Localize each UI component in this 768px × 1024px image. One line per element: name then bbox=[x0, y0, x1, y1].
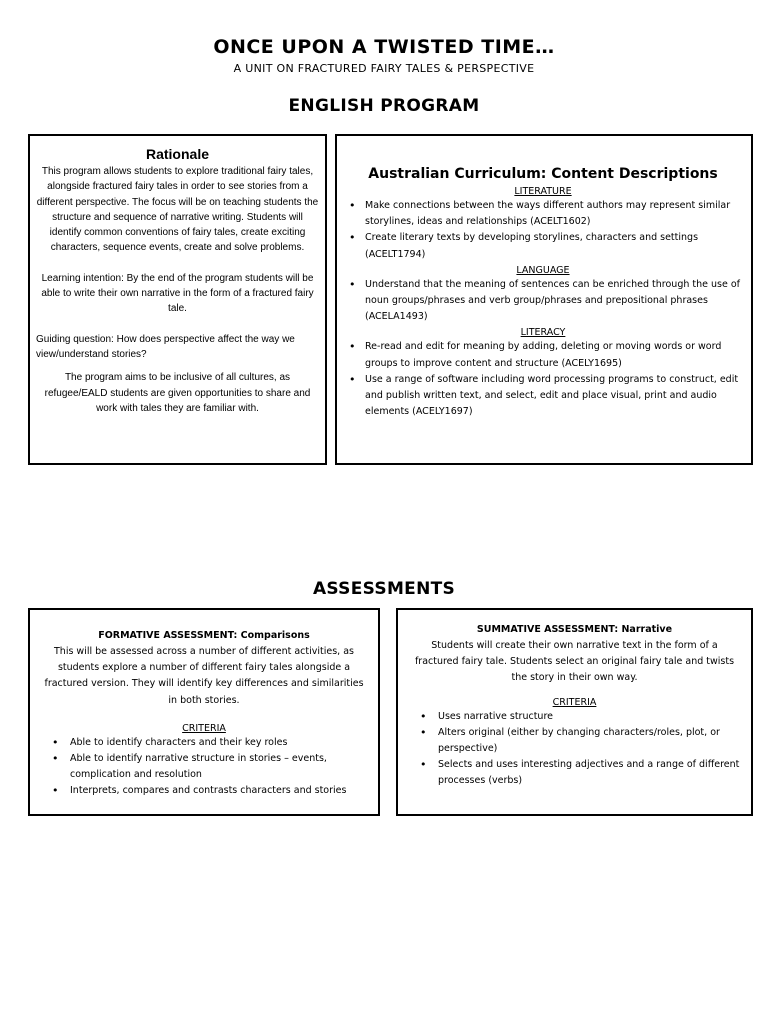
literacy-label: LITERACY bbox=[520, 327, 566, 339]
list-item: • Interprets, compares and contrasts characters and stories bbox=[40, 783, 368, 799]
learning-intention: Learning intention: By the end of the program students will be able to write their own narrative in the form of a fractured fairy tale. bbox=[41, 272, 314, 315]
summative-description: Students will create their own narrative text in the form of a fractured fairy tale. Students select an original fairy tale and twists the story in their own way. bbox=[414, 640, 735, 684]
curriculum-box bbox=[335, 134, 753, 465]
summative-criteria-label: CRITERIA bbox=[552, 696, 597, 708]
page-title: ONCE UPON A TWISTED TIME… bbox=[213, 36, 555, 58]
list-item: • Create literary texts by developing storylines, characters and settings (ACELT1794) bbox=[345, 230, 741, 262]
formative-heading: FORMATIVE ASSESSMENT: Comparisons bbox=[98, 630, 310, 641]
list-item: • Use a range of software including word processing programs to construct, edit and publish written text, and select, edit and place visual, print and audio elements (ACELY1697) bbox=[345, 372, 741, 421]
rationale-box bbox=[28, 134, 327, 465]
literature-label: LITERATURE bbox=[514, 186, 572, 197]
assessments-heading: ASSESSMENTS bbox=[312, 579, 456, 599]
list-item: • Able to identify characters and their key roles bbox=[40, 735, 368, 751]
formative-description: This will be assessed across a number of different activities, as students explore a number of different fairy tales alongside a fractured version. They will identify key differences and similarities in both stories. bbox=[44, 646, 364, 706]
formative-assessment-box bbox=[28, 608, 380, 816]
list-item: • Re-read and edit for meaning by adding, deleting or moving words or word groups to improve content and structure (ACELY1695) bbox=[345, 339, 741, 371]
list-item: • Alters original (either by changing characters/roles, plot, or perspective) bbox=[408, 725, 741, 757]
program-heading: ENGLISH PROGRAM bbox=[288, 96, 480, 116]
page-subtitle: A UNIT ON FRACTURED FAIRY TALES & PERSPECTIVE bbox=[233, 62, 535, 75]
literacy-list bbox=[345, 339, 741, 420]
rationale-paragraph: This program allows students to explore traditional fairy tales, alongside fractured fairy tales in order to see stories from a different perspective. The focus will be on teaching students the structure and sequence of narrative writing. Students will identify common conventions of fairy tales, create exciting characters, sequence events, create and solve problems. bbox=[36, 166, 319, 254]
list-item: • Make connections between the ways different authors may represent similar storylines, ideas and relationships (ACELT1602) bbox=[345, 198, 741, 230]
formative-criteria-list bbox=[40, 735, 368, 800]
language-label: LANGUAGE bbox=[516, 264, 570, 276]
inclusion-statement: The program aims to be inclusive of all cultures, as refugee/EALD students are given opportunities to share and work with tales they are familiar with. bbox=[44, 372, 311, 414]
list-item: • Uses narrative structure bbox=[408, 709, 741, 725]
rationale-title: Rationale bbox=[145, 146, 209, 162]
list-item: • Understand that the meaning of sentences can be enriched through the use of noun groups/phrases and verb group/phrases and prepositional phrases (ACELA1493) bbox=[345, 277, 741, 326]
list-item: • Selects and uses interesting adjectives and a range of different processes (verbs) bbox=[408, 757, 741, 789]
summative-assessment-box bbox=[396, 608, 753, 816]
summative-criteria-list bbox=[408, 709, 741, 790]
language-list bbox=[345, 277, 741, 326]
list-item: • Able to identify narrative structure in stories – events, complication and resolution bbox=[40, 751, 368, 783]
summative-heading: SUMMATIVE ASSESSMENT: Narrative bbox=[476, 624, 673, 635]
literature-list bbox=[345, 198, 741, 263]
guiding-question: Guiding question: How does perspective affect the way we view/understand stories? bbox=[36, 333, 295, 360]
curriculum-title: Australian Curriculum: Content Descriptions bbox=[368, 166, 718, 182]
formative-criteria-label: CRITERIA bbox=[182, 722, 226, 734]
